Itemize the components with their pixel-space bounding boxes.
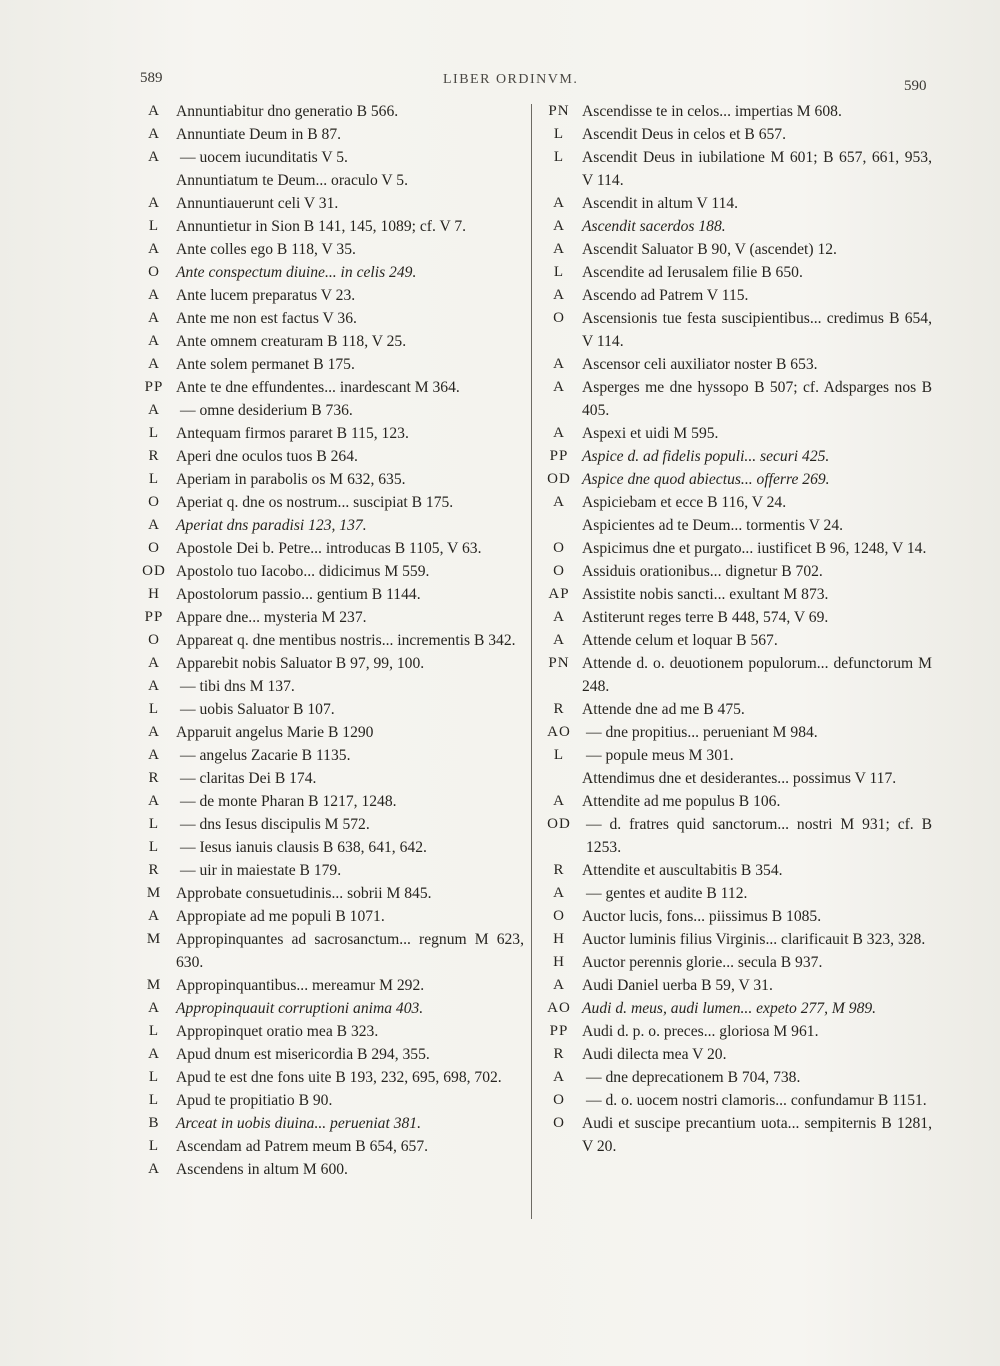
entry-text: Apparebit nobis Saluator B 97, 99, 100. — [176, 655, 425, 672]
index-entry — [132, 1158, 524, 1181]
entry-text: Appare dne... mysteria M 237. — [176, 609, 367, 626]
entry-type-tag: PP — [549, 1023, 569, 1039]
entry-text: — gentes et audite B 112. — [586, 885, 748, 902]
index-entry — [132, 169, 524, 192]
index-entry — [536, 997, 932, 1020]
index-entry — [536, 468, 932, 491]
entry-text: Astiterunt reges terre B 448, 574, V 69. — [582, 609, 829, 626]
index-entry — [536, 629, 932, 652]
index-entry — [132, 330, 524, 353]
entry-type-tag: O — [553, 1115, 565, 1131]
index-entry — [132, 238, 524, 261]
index-entry — [536, 1089, 932, 1112]
entry-type-tag: R — [553, 862, 565, 878]
entry-text: Ascendo ad Patrem V 115. — [582, 287, 749, 304]
entry-text: Audi Daniel uerba B 59, V 31. — [582, 977, 773, 994]
entry-text: Aperiat q. dne os nostrum... suscipiat B 175. — [176, 494, 454, 511]
entry-text: Annuntiate Deum in B 87. — [176, 126, 342, 143]
index-entry — [536, 238, 932, 261]
entry-text: — dns Iesus discipulis M 572. — [180, 816, 370, 833]
index-entry — [132, 514, 524, 537]
index-entry — [536, 606, 932, 629]
entry-type-tag: L — [148, 425, 160, 441]
entry-text: Ascendit Deus in iubilatione M 601; B 657, 661, 953, V 114. — [582, 149, 932, 189]
index-entry — [132, 606, 524, 629]
index-entry — [536, 1112, 932, 1158]
entry-type-tag: L — [148, 1138, 160, 1154]
entry-type-tag: H — [553, 954, 565, 970]
index-entry — [536, 123, 932, 146]
entry-text: Ante te dne effundentes... inardescant M 364. — [176, 379, 460, 396]
index-entry — [132, 468, 524, 491]
entry-type-tag: A — [148, 517, 160, 533]
entry-text: Assiduis orationibus... dignetur B 702. — [582, 563, 823, 580]
index-entry — [132, 192, 524, 215]
entry-text: — omne desiderium B 736. — [180, 402, 353, 419]
index-entry — [536, 445, 932, 468]
entry-type-tag: A — [148, 333, 160, 349]
index-entry — [536, 928, 932, 951]
entry-type-tag: AO — [547, 724, 571, 740]
index-entry — [536, 1043, 932, 1066]
entry-type-tag: A — [553, 609, 565, 625]
index-entry — [132, 353, 524, 376]
entry-type-tag: R — [148, 770, 160, 786]
entry-text: Ascensor celi auxiliator noster B 653. — [582, 356, 818, 373]
index-entry — [536, 905, 932, 928]
entry-type-tag: A — [553, 793, 565, 809]
entry-type-tag: A — [148, 149, 160, 165]
entry-text: Appropinquet oratio mea B 323. — [176, 1023, 379, 1040]
entry-type-tag: A — [148, 1161, 160, 1177]
index-entry — [132, 307, 524, 330]
entry-type-tag: AP — [548, 586, 570, 602]
index-entry — [132, 399, 524, 422]
index-entry — [536, 376, 932, 422]
entry-text: Audi dilecta mea V 20. — [582, 1046, 727, 1063]
index-entry — [132, 491, 524, 514]
index-entry — [132, 284, 524, 307]
entry-type-tag: A — [553, 494, 565, 510]
entry-text: Annuntiabitur dno generatio B 566. — [176, 103, 399, 120]
index-entry — [536, 422, 932, 445]
index-entry — [536, 767, 932, 790]
index-entry — [536, 859, 932, 882]
entry-type-tag: B — [148, 1115, 160, 1131]
entry-text: — uocem iucunditatis V 5. — [180, 149, 348, 166]
entry-type-tag: A — [148, 908, 160, 924]
entry-type-tag: A — [553, 287, 565, 303]
entry-text: Ante lucem preparatus V 23. — [176, 287, 356, 304]
index-entry — [132, 445, 524, 468]
index-entry — [132, 744, 524, 767]
entry-type-tag: AO — [547, 1000, 571, 1016]
index-entry — [536, 560, 932, 583]
entry-text: Auctor lucis, fons... piissimus B 1085. — [582, 908, 822, 925]
entry-type-tag: O — [553, 1092, 565, 1108]
entry-text: Audi d. p. o. preces... gloriosa M 961. — [582, 1023, 819, 1040]
index-entry — [132, 146, 524, 169]
entry-type-tag: M — [146, 977, 162, 993]
index-entry — [536, 537, 932, 560]
index-entry — [536, 353, 932, 376]
entry-text: Aspicientes ad te Deum... tormentis V 24. — [582, 517, 844, 534]
entry-text: Appropinquantibus... mereamur M 292. — [176, 977, 425, 994]
index-entry — [536, 307, 932, 353]
entry-type-tag: L — [148, 816, 160, 832]
index-entry — [536, 1066, 932, 1089]
entry-text: Ante colles ego B 118, V 35. — [176, 241, 356, 258]
entry-type-tag: A — [148, 241, 160, 257]
entry-type-tag: A — [553, 379, 565, 395]
entry-text: Annuntietur in Sion B 141, 145, 1089; cf. V 7. — [176, 218, 467, 235]
index-entry — [536, 146, 932, 192]
entry-text: Ascendens in altum M 600. — [176, 1161, 348, 1178]
index-entry — [536, 514, 932, 537]
index-entry — [536, 284, 932, 307]
index-entry — [132, 123, 524, 146]
index-entry — [132, 675, 524, 698]
entry-type-tag: A — [553, 218, 565, 234]
entry-type-tag: O — [553, 908, 565, 924]
entry-text: Appropinquauit corruptioni anima 403. — [176, 1000, 424, 1017]
entry-type-tag: L — [148, 839, 160, 855]
entry-text: Annuntiatum te Deum... oraculo V 5. — [176, 172, 408, 189]
page-number-right: 590 — [904, 78, 927, 94]
index-entry — [536, 1020, 932, 1043]
entry-text: Attende d. o. deuotionem populorum... defunctorum M 248. — [582, 655, 932, 695]
entry-type-tag: L — [553, 747, 565, 763]
entry-type-tag: A — [148, 287, 160, 303]
entry-type-tag: R — [553, 701, 565, 717]
index-entry — [132, 882, 524, 905]
entry-type-tag: PP — [144, 379, 164, 395]
entry-type-tag: PP — [144, 609, 164, 625]
index-entry — [536, 974, 932, 997]
entry-text: Arceat in uobis diuina... perueniat 381. — [176, 1115, 421, 1132]
index-entry — [132, 100, 524, 123]
entry-type-tag: R — [148, 448, 160, 464]
index-entry — [132, 537, 524, 560]
entry-type-tag: O — [553, 540, 565, 556]
entry-type-tag: A — [148, 1046, 160, 1062]
index-entry — [132, 859, 524, 882]
entry-type-tag: A — [148, 126, 160, 142]
index-entry — [132, 974, 524, 997]
index-entry — [536, 698, 932, 721]
index-entry — [132, 1089, 524, 1112]
entry-text: Aperi dne oculos tuos B 264. — [176, 448, 358, 465]
entry-type-tag: O — [148, 494, 160, 510]
entry-text: Apud te est dne fons uite B 193, 232, 695, 698, 702. — [176, 1069, 502, 1086]
entry-text: Auctor luminis filius Virginis... clarificauit B 323, 328. — [582, 931, 926, 948]
entry-text: Ascensionis tue festa suscipientibus... credimus B 654, V 114. — [582, 310, 932, 350]
entry-type-tag: R — [148, 862, 160, 878]
index-entry — [132, 1066, 524, 1089]
entry-text: Antequam firmos pararet B 115, 123. — [176, 425, 409, 442]
entry-type-tag: L — [148, 218, 160, 234]
index-entry — [132, 652, 524, 675]
entry-text: Assistite nobis sancti... exultant M 873. — [582, 586, 829, 603]
entry-text: Ante conspectum diuine... in celis 249. — [176, 264, 417, 281]
entry-type-tag: A — [148, 678, 160, 694]
entry-type-tag: OD — [547, 816, 571, 832]
index-entry — [132, 721, 524, 744]
entry-type-tag: PN — [548, 655, 570, 671]
entry-text: — d. o. uocem nostri clamoris... confundamur B 1151. — [586, 1092, 927, 1109]
running-title: LIBER ORDINVM. — [443, 72, 579, 87]
entry-text: Ascendit Deus in celos et B 657. — [582, 126, 786, 143]
entry-type-tag: A — [553, 1069, 565, 1085]
entry-type-tag: A — [148, 655, 160, 671]
index-entry — [132, 836, 524, 859]
index-entry — [536, 951, 932, 974]
index-entry — [536, 215, 932, 238]
entry-type-tag: A — [148, 793, 160, 809]
index-entry — [536, 721, 932, 744]
index-entry — [132, 698, 524, 721]
entry-type-tag: A — [553, 425, 565, 441]
entry-text: — claritas Dei B 174. — [180, 770, 317, 787]
entry-type-tag: A — [553, 885, 565, 901]
entry-type-tag: L — [148, 471, 160, 487]
index-entry — [132, 583, 524, 606]
entry-type-tag: O — [148, 632, 160, 648]
entry-type-tag: PP — [549, 448, 569, 464]
entry-text: Attendimus dne et desiderantes... possimus V 117. — [582, 770, 897, 787]
entry-text: Ante me non est factus V 36. — [176, 310, 357, 327]
entry-type-tag: H — [553, 931, 565, 947]
entry-text: — tibi dns M 137. — [180, 678, 295, 695]
entry-text: Appropinquantes ad sacrosanctum... regnum M 623, 630. — [176, 931, 524, 971]
index-entry — [132, 928, 524, 974]
entry-type-tag: L — [148, 701, 160, 717]
entry-text: Aperiat dns paradisi 123, 137. — [176, 517, 367, 534]
entry-type-tag: A — [553, 356, 565, 372]
entry-type-tag: O — [553, 563, 565, 579]
entry-text: Ascendit sacerdos 188. — [582, 218, 726, 235]
entry-text: Ante solem permanet B 175. — [176, 356, 355, 373]
entry-type-tag: L — [148, 1023, 160, 1039]
entry-text: Apparuit angelus Marie B 1290 — [176, 724, 374, 741]
entry-type-tag: L — [553, 149, 565, 165]
entry-text: Aspexi et uidi M 595. — [582, 425, 719, 442]
entry-type-tag: A — [553, 241, 565, 257]
index-column-right — [536, 100, 932, 1158]
index-entry — [536, 813, 932, 859]
entry-text: — d. fratres quid sanctorum... nostri M 931; cf. B 1253. — [586, 816, 932, 856]
entry-text: — dne deprecationem B 704, 738. — [586, 1069, 801, 1086]
entry-text: Annuntiauerunt celi V 31. — [176, 195, 339, 212]
entry-text: Ascendit Saluator B 90, V (ascendet) 12. — [582, 241, 837, 258]
entry-text: Aspiciebam et ecce B 116, V 24. — [582, 494, 787, 511]
entry-type-tag: M — [146, 885, 162, 901]
entry-text: — dne propitius... perueniant M 984. — [586, 724, 818, 741]
index-entry — [536, 882, 932, 905]
entry-type-tag: O — [553, 310, 565, 326]
index-entry — [132, 905, 524, 928]
index-entry — [536, 192, 932, 215]
index-entry — [536, 261, 932, 284]
index-entry — [536, 744, 932, 767]
index-entry — [536, 652, 932, 698]
index-entry — [536, 491, 932, 514]
entry-text: Aperiam in parabolis os M 632, 635. — [176, 471, 406, 488]
entry-text: Apostolorum passio... gentium B 1144. — [176, 586, 421, 603]
index-entry — [536, 583, 932, 606]
entry-text: — de monte Pharan B 1217, 1248. — [180, 793, 397, 810]
entry-type-tag: L — [553, 126, 565, 142]
entry-type-tag: A — [148, 310, 160, 326]
entry-text: — uir in maiestate B 179. — [180, 862, 342, 879]
entry-text: Apud te propitiatio B 90. — [176, 1092, 333, 1109]
entry-text: Appareat q. dne mentibus nostris... incrementis B 342. — [176, 632, 516, 649]
index-entry — [132, 629, 524, 652]
entry-type-tag: A — [148, 747, 160, 763]
entry-type-tag: A — [148, 1000, 160, 1016]
entry-text: Ascendam ad Patrem meum B 654, 657. — [176, 1138, 429, 1155]
index-entry — [132, 1112, 524, 1135]
entry-type-tag: A — [148, 195, 160, 211]
entry-type-tag: A — [553, 632, 565, 648]
entry-text: Attende celum et loquar B 567. — [582, 632, 778, 649]
entry-text: Ascendite ad Ierusalem filie B 650. — [582, 264, 803, 281]
entry-text: Attende dne ad me B 475. — [582, 701, 745, 718]
entry-text: Appropiate ad me populi B 1071. — [176, 908, 385, 925]
index-entry — [132, 215, 524, 238]
index-entry — [132, 560, 524, 583]
entry-type-tag: O — [148, 540, 160, 556]
entry-type-tag: A — [148, 402, 160, 418]
index-entry — [132, 1020, 524, 1043]
entry-text: Ascendisse te in celos... impertias M 608. — [582, 103, 842, 120]
entry-text: Aspicimus dne et purgato... iustificet B 96, 1248, V 14. — [582, 540, 927, 557]
entry-text: — popule meus M 301. — [586, 747, 734, 764]
entry-text: Attendite ad me populus B 106. — [582, 793, 781, 810]
column-divider — [531, 104, 532, 1219]
index-entry — [132, 1043, 524, 1066]
index-column-left — [132, 100, 524, 1181]
entry-text: Audi et suscipe precantium uota... sempiternis B 1281, V 20. — [582, 1115, 932, 1155]
entry-text: — angelus Zacarie B 1135. — [180, 747, 351, 764]
entry-type-tag: R — [553, 1046, 565, 1062]
entry-text: Auctor perennis glorie... secula B 937. — [582, 954, 823, 971]
index-entry — [132, 813, 524, 836]
entry-type-tag: L — [553, 264, 565, 280]
entry-type-tag: A — [148, 103, 160, 119]
entry-type-tag: A — [553, 195, 565, 211]
entry-text: Apud dnum est misericordia B 294, 355. — [176, 1046, 430, 1063]
entry-type-tag: A — [553, 977, 565, 993]
index-entry — [132, 790, 524, 813]
entry-text: Approbate consuetudinis... sobrii M 845. — [176, 885, 432, 902]
entry-text: Audi d. meus, audi lumen... expeto 277, M 989. — [582, 1000, 877, 1017]
entry-text: Ascendit in altum V 114. — [582, 195, 739, 212]
entry-text: — uobis Saluator B 107. — [180, 701, 335, 718]
index-entry — [132, 767, 524, 790]
entry-type-tag: OD — [547, 471, 571, 487]
index-entry — [132, 376, 524, 399]
entry-text: — Iesus ianuis clausis B 638, 641, 642. — [180, 839, 427, 856]
entry-text: Apostole Dei b. Petre... introducas B 1105, V 63. — [176, 540, 482, 557]
entry-text: Apostolo tuo Iacobo... didicimus M 559. — [176, 563, 430, 580]
page-number-left: 589 — [140, 70, 163, 86]
index-entry — [132, 422, 524, 445]
entry-text: Asperges me dne hyssopo B 507; cf. Adsparges nos B 405. — [582, 379, 932, 419]
entry-type-tag: M — [146, 931, 162, 947]
entry-type-tag: OD — [142, 563, 166, 579]
entry-type-tag: L — [148, 1069, 160, 1085]
entry-type-tag: A — [148, 356, 160, 372]
entry-type-tag: O — [148, 264, 160, 280]
entry-text: Aspice d. ad fidelis populi... securi 425. — [582, 448, 830, 465]
entry-text: Attendite et auscultabitis B 354. — [582, 862, 783, 879]
entry-text: Aspice dne quod abiectus... offerre 269. — [582, 471, 830, 488]
index-entry — [132, 1135, 524, 1158]
entry-type-tag: H — [148, 586, 160, 602]
index-entry — [536, 100, 932, 123]
index-entry — [132, 997, 524, 1020]
entry-text: Ante omnem creaturam B 118, V 25. — [176, 333, 407, 350]
index-entry — [536, 790, 932, 813]
entry-type-tag: A — [148, 724, 160, 740]
entry-type-tag: PN — [548, 103, 570, 119]
index-entry — [132, 261, 524, 284]
entry-type-tag: L — [148, 1092, 160, 1108]
